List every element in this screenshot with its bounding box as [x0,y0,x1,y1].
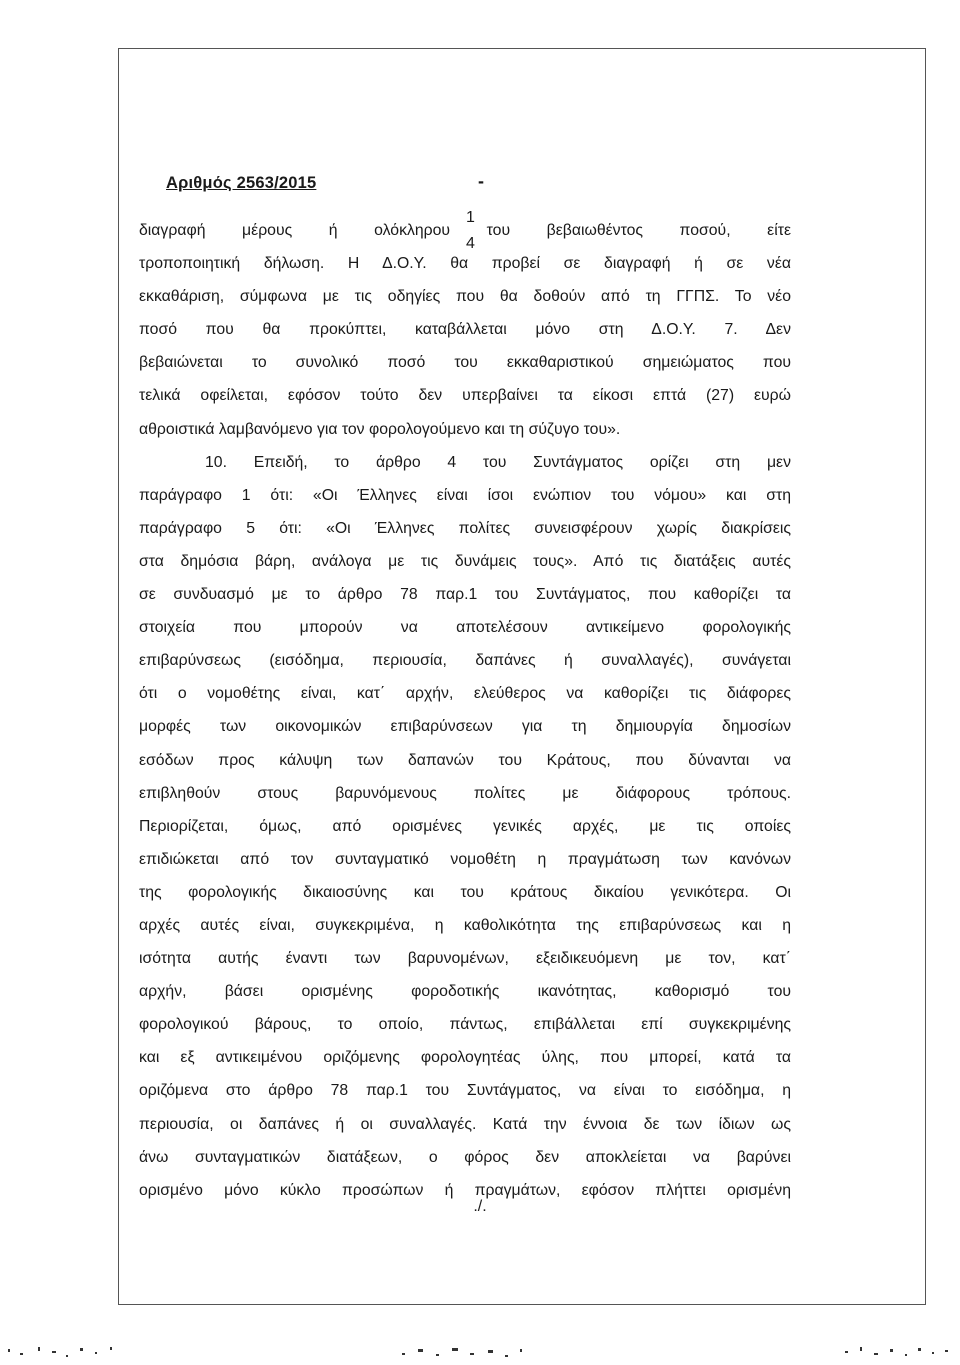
text-line: βεβαιώνεται το συνολικό ποσό του εκκαθαριστικού σημειώματος που [139,354,791,372]
text-line: επιβληθούν στους βαρυνόμενους πολίτες με διάφορους τρόπους. [139,784,791,802]
text-line: οριζόμενα στο άρθρο 78 παρ.1 του Συντάγματος, να είναι το εισόδημα, η [139,1082,791,1100]
text-line: της φορολογικής δικαιοσύνης και του κράτους δικαίου γενικότερα. Οι [139,883,791,901]
text-line: τροποποιητική δήλωση. Η Δ.Ο.Υ. θα προβεί σε διαγραφή ή σε νέα [139,255,791,273]
text-line: επιδιώκεται από τον συνταγματικό νομοθέτη η πραγμάτωση των κανόνων [139,850,791,868]
page-mark: 1 [466,209,475,226]
document-header [166,171,806,200]
text-line: αρχήν, βάσει ορισμένης φοροδοτικής ικανότητας, καθορισμό του [139,983,791,1001]
text-line: φορολογικού βάρους, το οποίο, πάντως, επιβάλλεται επί συγκεκριμένης [139,1016,791,1034]
text-line: Περιορίζεται, όμως, από ορισμένες γενικές αρχές, με τις οποίες [139,817,791,835]
document-number: Αριθμός 2563/2015 [166,174,317,192]
text-line: ισότητα αυτής έναντι των βαρυνομένων, εξειδικευόμενη με τον, κατ΄ [139,950,791,968]
page-mark: 4 [466,235,475,252]
text-line: ότι ο νομοθέτης είναι, κατ΄ αρχήν, ελεύθερος να καθορίζει τις διάφορες [139,685,791,703]
text-line: τελικά οφείλεται, εφόσον τούτο δεν υπερβαίνει τα είκοσι επτά (27) ευρώ [139,387,791,405]
text-line: αρχές αυτές είναι, συγκεκριμένα, η καθολικότητα της επιβαρύνσεως και η [139,916,791,934]
text-line: περιουσία, οι δαπάνες ή οι συναλλαγές. Κατά την έννοια δε των ίδιων ως [139,1115,791,1133]
text-line: επιβαρύνσεως (εισόδημα, περιουσία, δαπάνες ή συναλλαγές), συνάγεται [139,652,791,670]
text-line: στα δημόσια βάρη, ανάλογα με τις δυνάμεις τους». Από τις διατάξεις αυτές [139,552,791,570]
text-line: ποσό που θα προκύπτει, καταβάλλεται μόνο στη Δ.Ο.Υ. 7. Δεν [139,321,791,339]
text-line: σε συνδυασμό με το άρθρο 78 παρ.1 του Συντάγματος, που καθορίζει τα [139,586,791,604]
text-line: διαγραφή μέρους ή ολόκληρου του βεβαιωθέντος ποσού, είτε [139,222,791,239]
text-line: εκκαθάριση, σύμφωνα με τις οδηγίες που θα δοθούν από τη ΓΓΠΣ. Το νέο [139,288,791,306]
paragraph-start-line: 10. Επειδή, το άρθρο 4 του Συντάγματος ορίζει στη μεν [205,453,791,471]
document-body [139,214,791,1207]
text-line: και εξ αντικειμένου οριζόμενης φορολογητέας ύλης, που μπορεί, κατά τα [139,1049,791,1067]
continuation-mark: ./. [473,1198,487,1215]
text-line: παράγραφο 5 ότι: «Οι Έλληνες πολίτες συνεισφέρουν χωρίς διακρίσεις [139,519,791,537]
scan-noise-decoration [0,1335,960,1365]
text-line: ορισμένο μόνο κύκλο προσώπων ή πραγμάτων, εφόσον πλήττει ορισμένη [139,1181,791,1199]
text-line: στοιχεία που μπορούν να αποτελέσουν αντικείμενο φορολογικής [139,619,791,637]
text-line: εσόδων προς κάλυψη των δαπανών του Κράτους, που δύνανται να [139,751,791,769]
text-line: μορφές των οικονομικών επιβαρύνσεων για τη δημιουργία δημοσίων [139,718,791,736]
text-line: άνω συνταγματικών διατάξεων, ο φόρος δεν αποκλείεται να βαρύνει [139,1148,791,1166]
text-line: αθροιστικά λαμβανόμενο για τον φορολογούμενο και τη σύζυγο του». [139,420,621,438]
text-line: παράγραφο 1 ότι: «Οι Έλληνες είναι ίσοι ενώπιον του νόμου» και στη [139,486,791,504]
header-dash: - [478,171,484,191]
